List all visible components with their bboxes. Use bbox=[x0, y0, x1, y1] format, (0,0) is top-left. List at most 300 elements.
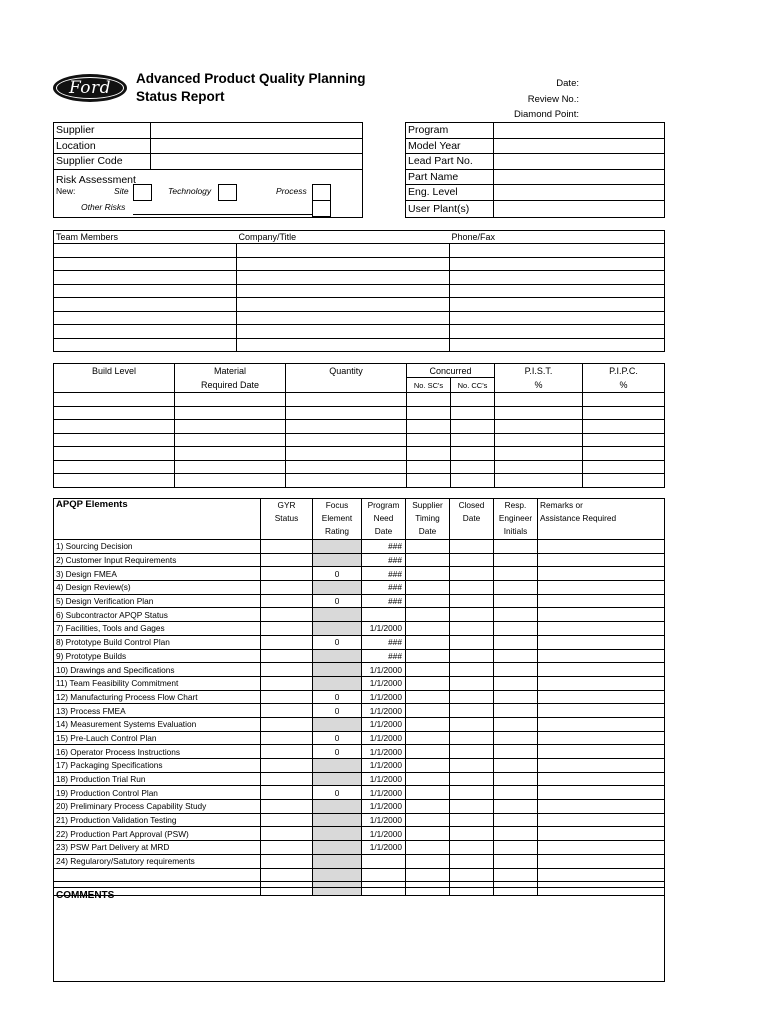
program-field[interactable] bbox=[494, 123, 665, 139]
closed-date-cell[interactable] bbox=[450, 608, 494, 622]
build-cell[interactable] bbox=[495, 393, 583, 407]
program-need-date-cell[interactable]: ### bbox=[362, 649, 406, 663]
gyr-status-cell[interactable] bbox=[261, 690, 313, 704]
closed-date-cell[interactable] bbox=[450, 540, 494, 554]
team-cell[interactable] bbox=[450, 244, 665, 258]
build-cell[interactable] bbox=[583, 474, 665, 488]
supplier-timing-cell[interactable] bbox=[406, 759, 450, 773]
program-need-date-cell[interactable]: ### bbox=[362, 594, 406, 608]
closed-date-cell[interactable] bbox=[450, 635, 494, 649]
supplier-timing-cell[interactable] bbox=[406, 841, 450, 855]
location-field[interactable] bbox=[151, 138, 363, 154]
program-need-date-cell[interactable]: 1/1/2000 bbox=[362, 772, 406, 786]
build-cell[interactable] bbox=[54, 433, 175, 447]
focus-rating-cell[interactable]: 0 bbox=[313, 745, 362, 759]
pipc-header: P.I.P.C. bbox=[583, 364, 665, 378]
gyr-status-cell[interactable] bbox=[261, 854, 313, 868]
resp-engineer-cell[interactable] bbox=[494, 854, 538, 868]
resp-engineer-cell[interactable] bbox=[494, 676, 538, 690]
program-need-date-cell[interactable]: 1/1/2000 bbox=[362, 827, 406, 841]
eng-level-field[interactable] bbox=[494, 185, 665, 201]
build-cell[interactable] bbox=[175, 433, 286, 447]
date-label: Date: bbox=[556, 78, 579, 89]
supplier-timing-cell[interactable] bbox=[406, 567, 450, 581]
apqp-row bbox=[54, 717, 665, 731]
build-cell[interactable] bbox=[495, 406, 583, 420]
build-cell[interactable] bbox=[495, 474, 583, 488]
location-label: Location bbox=[54, 138, 151, 154]
gyr-status-cell[interactable] bbox=[261, 649, 313, 663]
remarks-cell[interactable] bbox=[538, 717, 665, 731]
supplier-timing-cell[interactable] bbox=[406, 581, 450, 595]
gyr-status-cell[interactable] bbox=[261, 704, 313, 718]
supplier-timing-cell[interactable] bbox=[406, 622, 450, 636]
closed-date-cell[interactable] bbox=[450, 663, 494, 677]
apqp-row bbox=[54, 745, 665, 759]
closed-date-cell[interactable] bbox=[450, 868, 494, 882]
gyr-status-cell[interactable] bbox=[261, 827, 313, 841]
report-title-line1: Advanced Product Quality Planning bbox=[136, 71, 366, 86]
focus-rating-cell[interactable] bbox=[313, 663, 362, 677]
team-cell[interactable] bbox=[54, 325, 237, 339]
team-cell[interactable] bbox=[237, 244, 450, 258]
remarks-cell[interactable] bbox=[538, 690, 665, 704]
remarks-cell[interactable] bbox=[538, 759, 665, 773]
closed-date-cell[interactable] bbox=[450, 622, 494, 636]
gyr-status-cell[interactable] bbox=[261, 800, 313, 814]
team-cell[interactable] bbox=[237, 298, 450, 312]
build-cell[interactable] bbox=[175, 420, 286, 434]
build-cell[interactable] bbox=[583, 393, 665, 407]
build-cell[interactable] bbox=[286, 433, 407, 447]
remarks-cell[interactable] bbox=[538, 800, 665, 814]
build-cell[interactable] bbox=[451, 406, 495, 420]
build-cell[interactable] bbox=[495, 460, 583, 474]
team-cell[interactable] bbox=[54, 271, 237, 285]
supplier-timing-cell[interactable] bbox=[406, 635, 450, 649]
user-plants-field[interactable] bbox=[494, 200, 665, 217]
supplier-timing-cell[interactable] bbox=[406, 800, 450, 814]
build-cell[interactable] bbox=[286, 460, 407, 474]
resp-engineer-initials-header: Resp. Engineer Initials bbox=[494, 499, 538, 540]
focus-rating-cell[interactable] bbox=[313, 827, 362, 841]
build-cell[interactable] bbox=[407, 433, 451, 447]
resp-engineer-cell[interactable] bbox=[494, 704, 538, 718]
focus-rating-cell[interactable] bbox=[313, 553, 362, 567]
remarks-cell[interactable] bbox=[538, 567, 665, 581]
program-need-date-cell[interactable] bbox=[362, 868, 406, 882]
build-cell[interactable] bbox=[495, 433, 583, 447]
team-cell[interactable] bbox=[450, 311, 665, 325]
focus-rating-cell[interactable] bbox=[313, 868, 362, 882]
program-need-date-cell[interactable]: 1/1/2000 bbox=[362, 622, 406, 636]
build-cell[interactable] bbox=[54, 393, 175, 407]
supplier-code-field[interactable] bbox=[151, 154, 363, 170]
build-cell[interactable] bbox=[407, 393, 451, 407]
build-cell[interactable] bbox=[175, 460, 286, 474]
resp-engineer-cell[interactable] bbox=[494, 608, 538, 622]
build-cell[interactable] bbox=[54, 460, 175, 474]
apqp-row bbox=[54, 827, 665, 841]
company-title-header: Company/Title bbox=[237, 231, 450, 244]
build-cell[interactable] bbox=[286, 447, 407, 461]
remarks-cell[interactable] bbox=[538, 854, 665, 868]
build-cell[interactable] bbox=[175, 406, 286, 420]
build-cell[interactable] bbox=[286, 406, 407, 420]
focus-rating-cell[interactable] bbox=[313, 649, 362, 663]
focus-rating-cell[interactable]: 0 bbox=[313, 635, 362, 649]
resp-engineer-cell[interactable] bbox=[494, 540, 538, 554]
focus-rating-cell[interactable] bbox=[313, 841, 362, 855]
gyr-status-cell[interactable] bbox=[261, 622, 313, 636]
model-year-field[interactable] bbox=[494, 138, 665, 154]
gyr-status-cell[interactable] bbox=[261, 567, 313, 581]
program-need-date-cell[interactable]: ### bbox=[362, 540, 406, 554]
focus-rating-cell[interactable]: 0 bbox=[313, 786, 362, 800]
material-header-1: Material bbox=[175, 364, 286, 378]
gyr-status-cell[interactable] bbox=[261, 786, 313, 800]
apqp-element-name: 11) Team Feasibility Commitment bbox=[54, 676, 261, 690]
resp-engineer-cell[interactable] bbox=[494, 731, 538, 745]
gyr-status-cell[interactable] bbox=[261, 772, 313, 786]
build-cell[interactable] bbox=[54, 474, 175, 488]
resp-engineer-cell[interactable] bbox=[494, 800, 538, 814]
team-cell[interactable] bbox=[54, 244, 237, 258]
build-cell[interactable] bbox=[54, 420, 175, 434]
closed-date-cell[interactable] bbox=[450, 772, 494, 786]
focus-rating-cell[interactable] bbox=[313, 581, 362, 595]
team-cell[interactable] bbox=[237, 311, 450, 325]
other-risks-checkbox[interactable] bbox=[312, 200, 331, 217]
gyr-status-cell[interactable] bbox=[261, 759, 313, 773]
closed-date-cell[interactable] bbox=[450, 581, 494, 595]
focus-rating-cell[interactable] bbox=[313, 772, 362, 786]
apqp-element-name: 12) Manufacturing Process Flow Chart bbox=[54, 690, 261, 704]
supplier-timing-cell[interactable] bbox=[406, 786, 450, 800]
supplier-field[interactable] bbox=[151, 123, 363, 139]
team-cell[interactable] bbox=[54, 257, 237, 271]
closed-date-cell[interactable] bbox=[450, 786, 494, 800]
build-cell[interactable] bbox=[583, 406, 665, 420]
program-need-date-cell[interactable]: 1/1/2000 bbox=[362, 663, 406, 677]
remarks-cell[interactable] bbox=[538, 540, 665, 554]
build-cell[interactable] bbox=[407, 474, 451, 488]
program-need-date-cell[interactable] bbox=[362, 608, 406, 622]
build-cell[interactable] bbox=[54, 406, 175, 420]
apqp-row bbox=[54, 540, 665, 554]
resp-engineer-cell[interactable] bbox=[494, 553, 538, 567]
focus-rating-cell[interactable] bbox=[313, 813, 362, 827]
gyr-status-cell[interactable] bbox=[261, 635, 313, 649]
apqp-element-name: 16) Operator Process Instructions bbox=[54, 745, 261, 759]
remarks-cell[interactable] bbox=[538, 841, 665, 855]
build-cell[interactable] bbox=[286, 393, 407, 407]
focus-rating-cell[interactable] bbox=[313, 608, 362, 622]
closed-date-cell[interactable] bbox=[450, 567, 494, 581]
gyr-status-cell[interactable] bbox=[261, 841, 313, 855]
apqp-element-name: 10) Drawings and Specifications bbox=[54, 663, 261, 677]
apqp-row bbox=[54, 786, 665, 800]
supplier-timing-cell[interactable] bbox=[406, 717, 450, 731]
closed-date-cell[interactable] bbox=[450, 841, 494, 855]
gyr-status-cell[interactable] bbox=[261, 608, 313, 622]
gyr-status-cell[interactable] bbox=[261, 813, 313, 827]
supplier-timing-cell[interactable] bbox=[406, 553, 450, 567]
closed-date-cell[interactable] bbox=[450, 594, 494, 608]
resp-engineer-cell[interactable] bbox=[494, 772, 538, 786]
program-need-date-cell[interactable]: ### bbox=[362, 567, 406, 581]
supplier-timing-date-header: Supplier Timing Date bbox=[406, 499, 450, 540]
part-name-field[interactable] bbox=[494, 169, 665, 185]
logo-text: Ford bbox=[68, 78, 112, 98]
focus-rating-cell[interactable]: 0 bbox=[313, 731, 362, 745]
build-cell[interactable] bbox=[495, 420, 583, 434]
closed-date-cell[interactable] bbox=[450, 553, 494, 567]
closed-date-cell[interactable] bbox=[450, 704, 494, 718]
closed-date-cell[interactable] bbox=[450, 717, 494, 731]
team-cell[interactable] bbox=[450, 271, 665, 285]
remarks-cell[interactable] bbox=[538, 772, 665, 786]
program-need-date-cell[interactable]: 1/1/2000 bbox=[362, 690, 406, 704]
build-cell[interactable] bbox=[407, 447, 451, 461]
remarks-cell[interactable] bbox=[538, 622, 665, 636]
build-cell[interactable] bbox=[583, 460, 665, 474]
remarks-cell[interactable] bbox=[538, 594, 665, 608]
remarks-cell[interactable] bbox=[538, 663, 665, 677]
closed-date-cell[interactable] bbox=[450, 690, 494, 704]
closed-date-cell[interactable] bbox=[450, 800, 494, 814]
comments-box[interactable] bbox=[53, 887, 665, 982]
resp-engineer-cell[interactable] bbox=[494, 567, 538, 581]
site-checkbox[interactable] bbox=[133, 184, 152, 201]
team-cell[interactable] bbox=[54, 311, 237, 325]
team-cell[interactable] bbox=[237, 284, 450, 298]
supplier-timing-cell[interactable] bbox=[406, 663, 450, 677]
focus-rating-cell[interactable] bbox=[313, 854, 362, 868]
program-need-date-cell[interactable]: ### bbox=[362, 635, 406, 649]
supplier-timing-cell[interactable] bbox=[406, 608, 450, 622]
focus-rating-cell[interactable] bbox=[313, 622, 362, 636]
apqp-row bbox=[54, 608, 665, 622]
gyr-status-cell[interactable] bbox=[261, 553, 313, 567]
diamond-point-label: Diamond Point: bbox=[514, 109, 579, 120]
supplier-timing-cell[interactable] bbox=[406, 690, 450, 704]
supplier-timing-cell[interactable] bbox=[406, 772, 450, 786]
resp-engineer-cell[interactable] bbox=[494, 745, 538, 759]
logo-ring bbox=[56, 77, 124, 99]
build-cell[interactable] bbox=[175, 393, 286, 407]
supplier-timing-cell[interactable] bbox=[406, 594, 450, 608]
closed-date-cell[interactable] bbox=[450, 759, 494, 773]
team-cell[interactable] bbox=[237, 338, 450, 352]
build-cell[interactable] bbox=[583, 433, 665, 447]
apqp-table bbox=[53, 498, 665, 896]
supplier-timing-cell[interactable] bbox=[406, 540, 450, 554]
build-cell[interactable] bbox=[175, 474, 286, 488]
build-cell[interactable] bbox=[407, 420, 451, 434]
closed-date-cell[interactable] bbox=[450, 813, 494, 827]
remarks-cell[interactable] bbox=[538, 553, 665, 567]
gyr-status-cell[interactable] bbox=[261, 868, 313, 882]
resp-engineer-cell[interactable] bbox=[494, 581, 538, 595]
focus-rating-cell[interactable] bbox=[313, 540, 362, 554]
remarks-cell[interactable] bbox=[538, 649, 665, 663]
focus-rating-cell[interactable] bbox=[313, 717, 362, 731]
closed-date-cell[interactable] bbox=[450, 676, 494, 690]
resp-engineer-cell[interactable] bbox=[494, 717, 538, 731]
apqp-element-name bbox=[54, 868, 261, 882]
build-cell[interactable] bbox=[286, 474, 407, 488]
apqp-row bbox=[54, 581, 665, 595]
material-header-2: Required Date bbox=[175, 378, 286, 393]
supplier-timing-cell[interactable] bbox=[406, 745, 450, 759]
program-need-date-cell[interactable]: ### bbox=[362, 553, 406, 567]
closed-date-cell[interactable] bbox=[450, 854, 494, 868]
build-cell[interactable] bbox=[407, 406, 451, 420]
resp-engineer-cell[interactable] bbox=[494, 786, 538, 800]
supplier-timing-cell[interactable] bbox=[406, 813, 450, 827]
remarks-cell[interactable] bbox=[538, 813, 665, 827]
resp-engineer-cell[interactable] bbox=[494, 813, 538, 827]
gyr-status-cell[interactable] bbox=[261, 745, 313, 759]
build-cell[interactable] bbox=[451, 420, 495, 434]
process-checkbox[interactable] bbox=[312, 184, 331, 201]
team-cell[interactable] bbox=[54, 284, 237, 298]
comments-label: COMMENTS bbox=[56, 890, 115, 901]
closed-date-cell[interactable] bbox=[450, 649, 494, 663]
team-cell[interactable] bbox=[54, 338, 237, 352]
remarks-cell[interactable] bbox=[538, 745, 665, 759]
resp-engineer-cell[interactable] bbox=[494, 622, 538, 636]
remarks-cell[interactable] bbox=[538, 608, 665, 622]
apqp-row bbox=[54, 663, 665, 677]
remarks-cell[interactable] bbox=[538, 827, 665, 841]
build-cell[interactable] bbox=[175, 447, 286, 461]
team-cell[interactable] bbox=[450, 338, 665, 352]
resp-engineer-cell[interactable] bbox=[494, 649, 538, 663]
remarks-cell[interactable] bbox=[538, 676, 665, 690]
team-cell[interactable] bbox=[450, 298, 665, 312]
apqp-element-name: 19) Production Control Plan bbox=[54, 786, 261, 800]
supplier-timing-cell[interactable] bbox=[406, 731, 450, 745]
team-cell[interactable] bbox=[237, 325, 450, 339]
build-cell[interactable] bbox=[451, 447, 495, 461]
resp-engineer-cell[interactable] bbox=[494, 690, 538, 704]
gyr-status-cell[interactable] bbox=[261, 717, 313, 731]
build-cell[interactable] bbox=[583, 420, 665, 434]
build-cell[interactable] bbox=[451, 460, 495, 474]
remarks-cell[interactable] bbox=[538, 635, 665, 649]
resp-engineer-cell[interactable] bbox=[494, 759, 538, 773]
apqp-rows bbox=[54, 540, 665, 896]
build-cell[interactable] bbox=[286, 420, 407, 434]
team-cell[interactable] bbox=[450, 257, 665, 271]
program-need-date-cell[interactable]: ### bbox=[362, 581, 406, 595]
focus-rating-cell[interactable]: 0 bbox=[313, 690, 362, 704]
resp-engineer-cell[interactable] bbox=[494, 594, 538, 608]
apqp-elements-header: APQP Elements bbox=[54, 499, 261, 540]
focus-rating-cell[interactable] bbox=[313, 759, 362, 773]
program-need-date-cell[interactable]: 1/1/2000 bbox=[362, 731, 406, 745]
program-need-date-cell[interactable]: 1/1/2000 bbox=[362, 800, 406, 814]
gyr-status-cell[interactable] bbox=[261, 540, 313, 554]
gyr-status-cell[interactable] bbox=[261, 676, 313, 690]
gyr-status-cell[interactable] bbox=[261, 663, 313, 677]
program-need-date-cell[interactable]: 1/1/2000 bbox=[362, 717, 406, 731]
focus-rating-cell[interactable] bbox=[313, 800, 362, 814]
risk-assessment-label: Risk Assessment bbox=[56, 173, 136, 186]
apqp-row bbox=[54, 841, 665, 855]
focus-rating-cell[interactable] bbox=[313, 676, 362, 690]
resp-engineer-cell[interactable] bbox=[494, 868, 538, 882]
apqp-element-name: 20) Preliminary Process Capability Study bbox=[54, 800, 261, 814]
resp-engineer-cell[interactable] bbox=[494, 635, 538, 649]
supplier-timing-cell[interactable] bbox=[406, 704, 450, 718]
focus-rating-cell[interactable]: 0 bbox=[313, 704, 362, 718]
gyr-status-cell[interactable] bbox=[261, 594, 313, 608]
build-cell[interactable] bbox=[583, 447, 665, 461]
program-need-date-cell[interactable]: 1/1/2000 bbox=[362, 704, 406, 718]
closed-date-cell[interactable] bbox=[450, 745, 494, 759]
resp-engineer-cell[interactable] bbox=[494, 841, 538, 855]
build-cell[interactable] bbox=[407, 460, 451, 474]
remarks-cell[interactable] bbox=[538, 581, 665, 595]
team-cell[interactable] bbox=[54, 298, 237, 312]
supplier-timing-cell[interactable] bbox=[406, 676, 450, 690]
focus-rating-cell[interactable]: 0 bbox=[313, 567, 362, 581]
remarks-cell[interactable] bbox=[538, 868, 665, 882]
build-cell[interactable] bbox=[451, 393, 495, 407]
gyr-status-cell[interactable] bbox=[261, 581, 313, 595]
quantity-header: Quantity bbox=[286, 364, 407, 378]
closed-date-cell[interactable] bbox=[450, 731, 494, 745]
closed-date-cell[interactable] bbox=[450, 827, 494, 841]
build-cell[interactable] bbox=[54, 447, 175, 461]
program-need-date-cell[interactable]: 1/1/2000 bbox=[362, 786, 406, 800]
lead-part-field[interactable] bbox=[494, 154, 665, 170]
supplier-timing-cell[interactable] bbox=[406, 827, 450, 841]
remarks-cell[interactable] bbox=[538, 786, 665, 800]
supplier-timing-cell[interactable] bbox=[406, 649, 450, 663]
program-need-date-cell[interactable]: 1/1/2000 bbox=[362, 745, 406, 759]
team-cell[interactable] bbox=[237, 257, 450, 271]
focus-rating-cell[interactable]: 0 bbox=[313, 594, 362, 608]
build-cell[interactable] bbox=[451, 474, 495, 488]
remarks-cell[interactable] bbox=[538, 731, 665, 745]
program-need-date-cell[interactable]: 1/1/2000 bbox=[362, 841, 406, 855]
program-need-date-cell[interactable]: 1/1/2000 bbox=[362, 813, 406, 827]
apqp-row bbox=[54, 731, 665, 745]
build-cell[interactable] bbox=[495, 447, 583, 461]
apqp-row bbox=[54, 704, 665, 718]
build-cell[interactable] bbox=[451, 433, 495, 447]
remarks-cell[interactable] bbox=[538, 704, 665, 718]
resp-engineer-cell[interactable] bbox=[494, 663, 538, 677]
team-cell[interactable] bbox=[450, 284, 665, 298]
program-need-date-cell[interactable]: 1/1/2000 bbox=[362, 759, 406, 773]
team-cell[interactable] bbox=[237, 271, 450, 285]
apqp-element-name: 15) Pre-Lauch Control Plan bbox=[54, 731, 261, 745]
technology-checkbox[interactable] bbox=[218, 184, 237, 201]
supplier-timing-cell[interactable] bbox=[406, 868, 450, 882]
gyr-status-cell[interactable] bbox=[261, 731, 313, 745]
supplier-timing-cell[interactable] bbox=[406, 854, 450, 868]
program-need-date-cell[interactable] bbox=[362, 854, 406, 868]
resp-engineer-cell[interactable] bbox=[494, 827, 538, 841]
program-need-date-cell[interactable]: 1/1/2000 bbox=[362, 676, 406, 690]
other-risks-line bbox=[133, 214, 313, 215]
team-cell[interactable] bbox=[450, 325, 665, 339]
